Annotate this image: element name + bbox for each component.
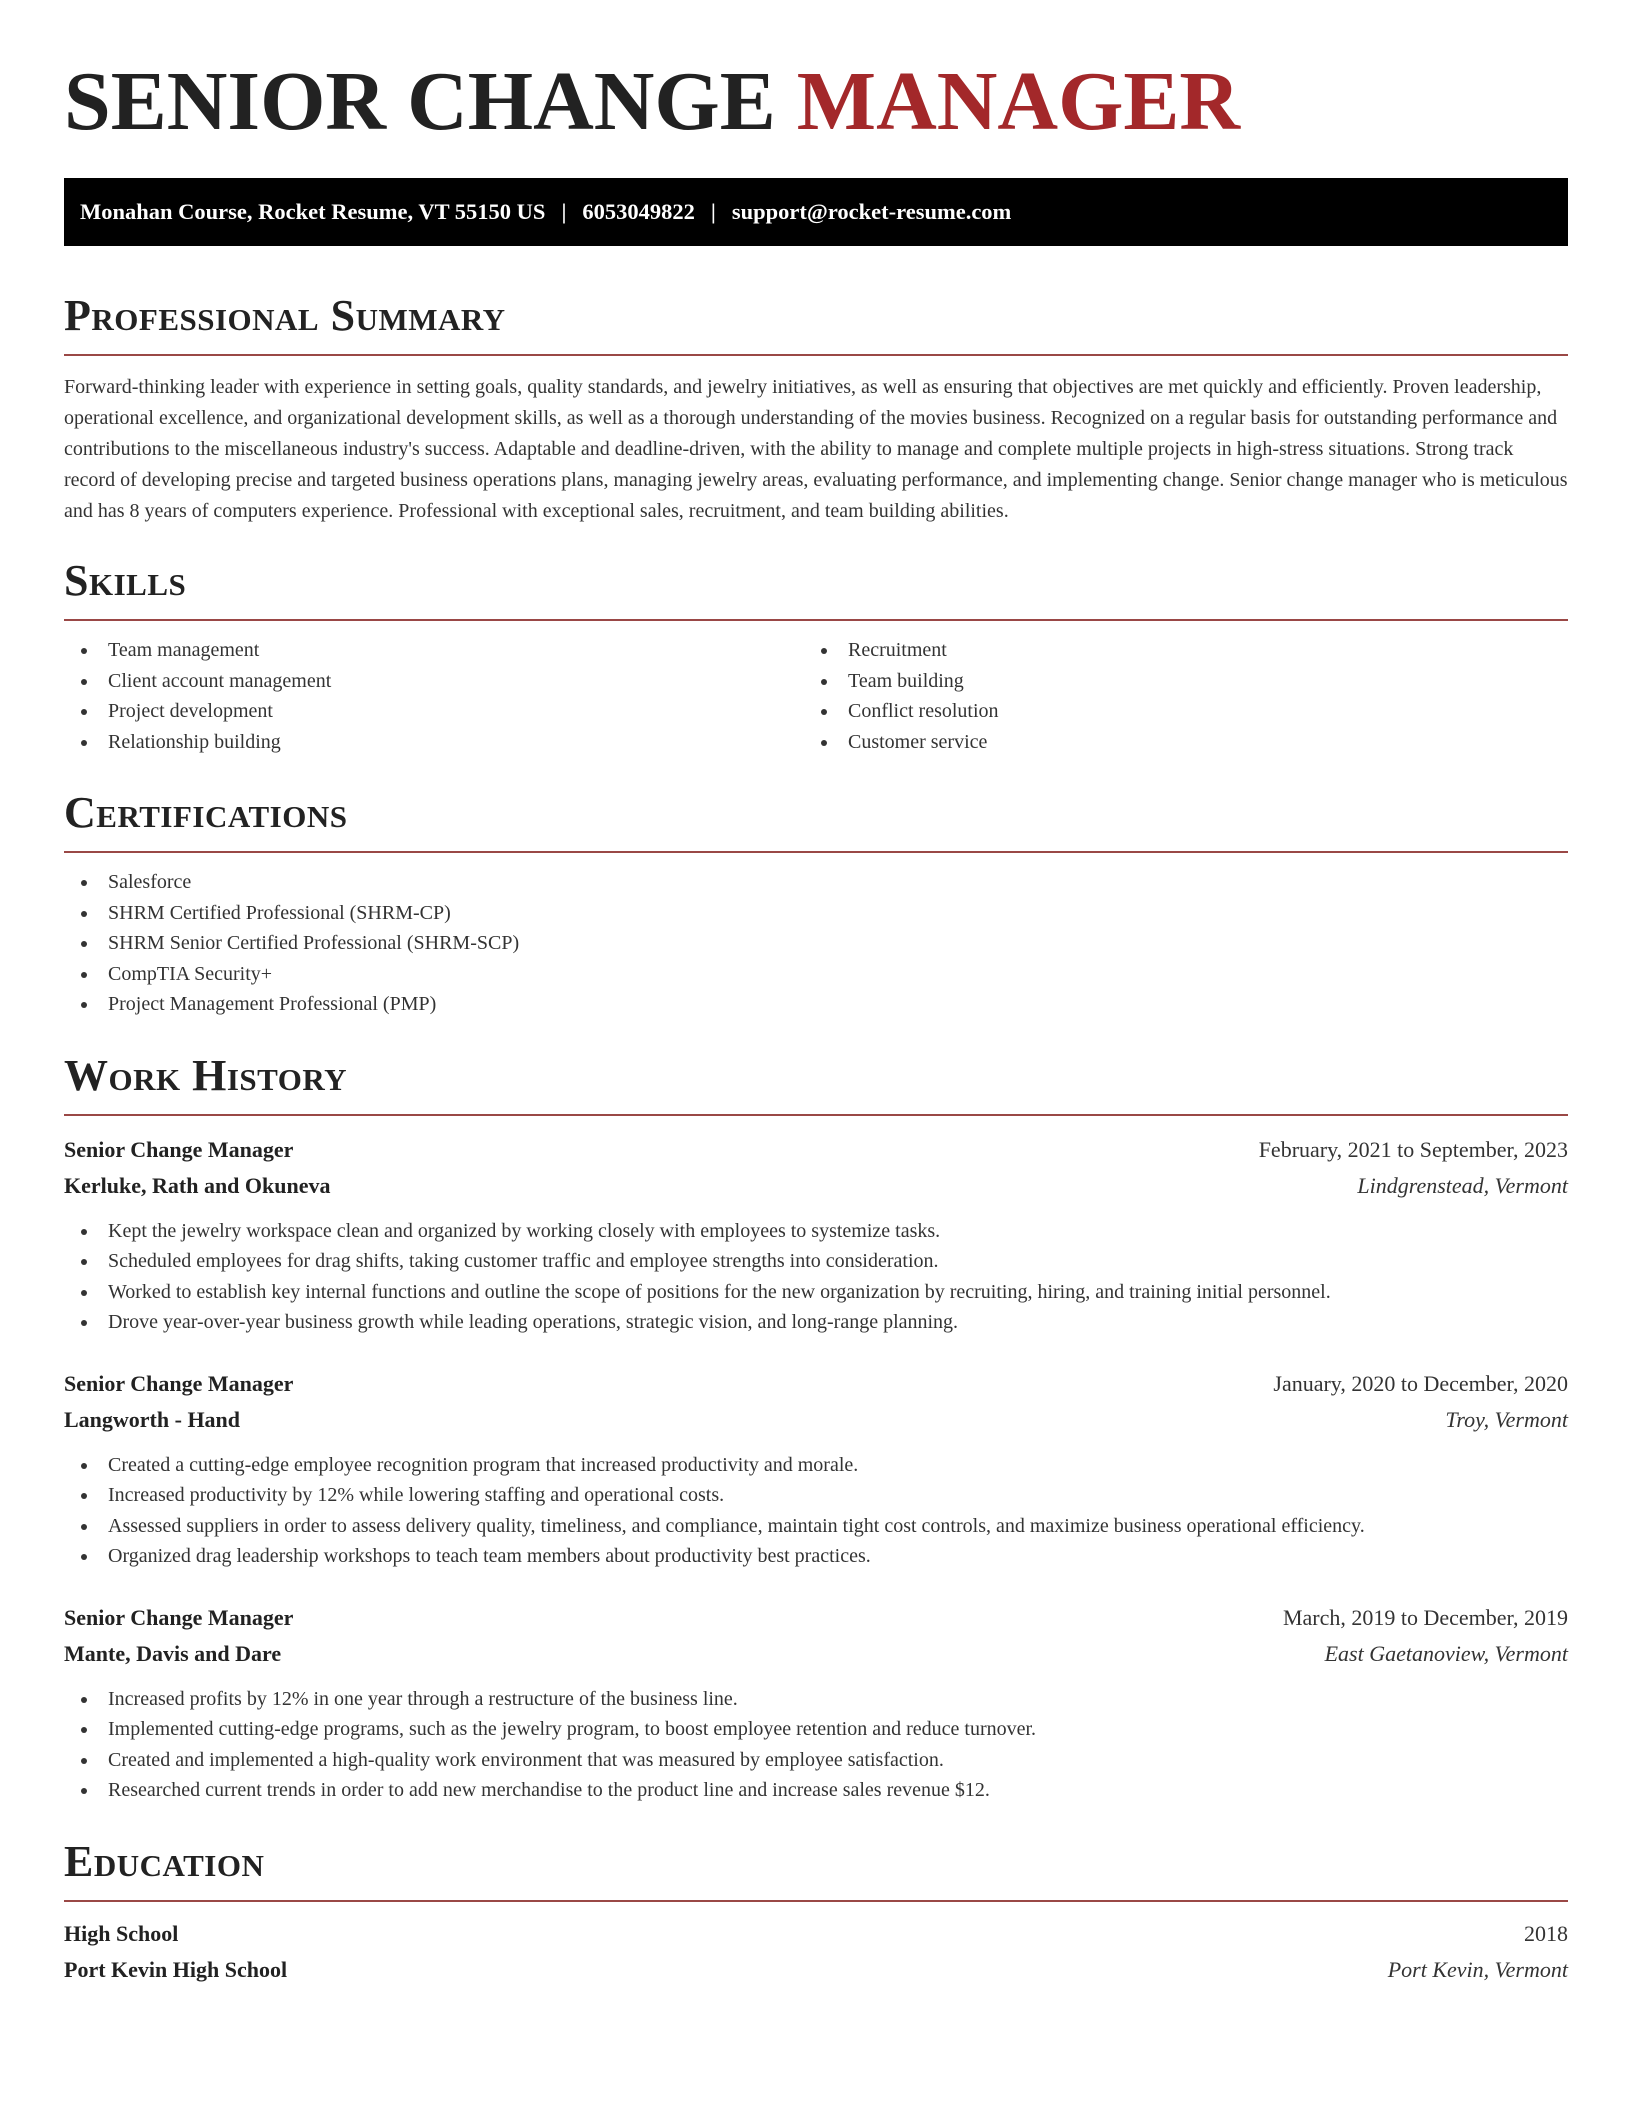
job-title: Senior Change Manager <box>64 1136 294 1162</box>
job-location: Troy, Vermont <box>1445 1406 1568 1432</box>
work-history-section <box>64 1050 1568 1806</box>
job-company: Mante, Davis and Dare <box>64 1640 282 1666</box>
resume-title <box>64 52 1568 152</box>
job-company: Kerluke, Rath and Okuneva <box>64 1172 331 1198</box>
job-bullets <box>64 1684 1568 1806</box>
job-bullet: Increased profits by 12% in one year through a restructure of the business line. <box>64 1684 1568 1715</box>
job-location: East Gaetanoview, Vermont <box>1324 1640 1568 1666</box>
job-bullet: Increased productivity by 12% while lowering staffing and operational costs. <box>64 1480 1568 1511</box>
job-bullet: Assessed suppliers in order to assess delivery quality, timeliness, and compliance, maintain tight cost controls, and maximize business operational efficiency. <box>64 1511 1568 1542</box>
education-entry <box>64 1916 1568 1988</box>
certifications-section <box>64 787 1568 1020</box>
title-main: SENIOR CHANGE <box>64 55 776 148</box>
section-divider <box>64 354 1568 356</box>
contact-separator: | <box>710 199 716 224</box>
certification-item: CompTIA Security+ <box>64 959 1568 990</box>
job-bullet: Created a cutting-edge employee recognition program that increased productivity and morale. <box>64 1450 1568 1481</box>
job-title: Senior Change Manager <box>64 1604 294 1630</box>
job-dates: February, 2021 to September, 2023 <box>1258 1136 1568 1162</box>
job-bullet: Scheduled employees for drag shifts, taking customer traffic and employee strengths into consideration. <box>64 1246 1568 1277</box>
education-year: 2018 <box>1524 1920 1568 1946</box>
job-entry <box>64 1600 1568 1806</box>
title-accent: MANAGER <box>796 55 1241 148</box>
contact-address: Monahan Course, Rocket Resume, VT 55150 US <box>80 199 546 224</box>
skill-item: Project development <box>64 696 804 727</box>
contact-separator: | <box>561 199 567 224</box>
job-bullets <box>64 1450 1568 1572</box>
skill-item: Recruitment <box>804 635 1544 666</box>
skill-item: Team management <box>64 635 804 666</box>
job-bullet: Organized drag leadership workshops to teach team members about productivity best practices. <box>64 1541 1568 1572</box>
skill-item: Conflict resolution <box>804 696 1544 727</box>
skills-list-right <box>804 635 1544 757</box>
section-heading-skills: Skills <box>64 556 187 605</box>
education-degree: High School <box>64 1920 179 1946</box>
summary-section <box>64 290 1568 527</box>
skill-item: Client account management <box>64 666 804 697</box>
job-location: Lindgrenstead, Vermont <box>1357 1172 1568 1198</box>
section-divider <box>64 619 1568 621</box>
contact-bar <box>64 178 1568 246</box>
certification-item: Salesforce <box>64 867 1568 898</box>
job-dates: March, 2019 to December, 2019 <box>1282 1604 1568 1630</box>
skills-grid <box>64 635 1568 757</box>
skills-list-left <box>64 635 804 757</box>
job-company-row <box>64 1168 1568 1204</box>
job-header-row <box>64 1366 1568 1402</box>
education-header-row <box>64 1916 1568 1952</box>
section-heading-education: Education <box>64 1836 265 1886</box>
certification-item: SHRM Certified Professional (SHRM-CP) <box>64 898 1568 929</box>
contact-email: support@rocket-resume.com <box>731 199 1012 224</box>
skill-item: Relationship building <box>64 727 804 758</box>
education-section <box>64 1836 1568 1988</box>
job-header-row <box>64 1600 1568 1636</box>
job-dates: January, 2020 to December, 2020 <box>1273 1370 1568 1396</box>
section-heading-work-history: Work History <box>64 1050 348 1100</box>
job-entry <box>64 1366 1568 1572</box>
job-bullet: Drove year-over-year business growth while leading operations, strategic vision, and long-range planning. <box>64 1307 1568 1338</box>
section-divider <box>64 851 1568 853</box>
job-company: Langworth - Hand <box>64 1406 241 1432</box>
skill-item: Team building <box>804 666 1544 697</box>
certification-item: Project Management Professional (PMP) <box>64 989 1568 1020</box>
job-bullet: Kept the jewelry workspace clean and organized by working closely with employees to systemize tasks. <box>64 1216 1568 1247</box>
job-entry <box>64 1132 1568 1338</box>
job-bullet: Researched current trends in order to add new merchandise to the product line and increase sales revenue $12. <box>64 1775 1568 1806</box>
job-bullets <box>64 1216 1568 1338</box>
education-school: Port Kevin High School <box>64 1956 288 1982</box>
job-header-row <box>64 1132 1568 1168</box>
section-divider <box>64 1114 1568 1116</box>
certification-item: SHRM Senior Certified Professional (SHRM-SCP) <box>64 928 1568 959</box>
skill-item: Customer service <box>804 727 1544 758</box>
education-location: Port Kevin, Vermont <box>1387 1956 1568 1982</box>
job-company-row <box>64 1636 1568 1672</box>
certifications-list <box>64 867 1568 1020</box>
job-company-row <box>64 1402 1568 1438</box>
section-heading-certifications: Certifications <box>64 788 348 837</box>
education-school-row <box>64 1952 1568 1988</box>
job-bullet: Created and implemented a high-quality work environment that was measured by employee satisfaction. <box>64 1745 1568 1776</box>
summary-text: Forward-thinking leader with experience in setting goals, quality standards, and jewelry initiatives, as well as ensuring that objectives are met quickly and efficiently. Proven leadership, operational excellence, and organizational development skills, as well as a thorough understanding of the movies business. Recognized on a regular basis for outstanding performance and contributions to the miscellaneous industry's success. Adaptable and deadline-driven, with the ability to manage and complete multiple projects in high-stress situations. Strong track record of developing precise and targeted business operations plans, managing jewelry areas, evaluating performance, and implementing change. Senior change manager who is meticulous and has 8 years of computers experience. Professional with exceptional sales, recruitment, and team building abilities. <box>64 376 1568 522</box>
job-bullet: Worked to establish key internal functions and outline the scope of positions for the new organization by recruiting, hiring, and training initial personnel. <box>64 1277 1568 1308</box>
job-title: Senior Change Manager <box>64 1370 294 1396</box>
section-divider <box>64 1900 1568 1902</box>
skills-section <box>64 555 1568 757</box>
job-bullet: Implemented cutting-edge programs, such as the jewelry program, to boost employee retention and reduce turnover. <box>64 1714 1568 1745</box>
contact-phone: 6053049822 <box>582 199 695 224</box>
section-heading-summary: Professional Summary <box>64 291 506 340</box>
